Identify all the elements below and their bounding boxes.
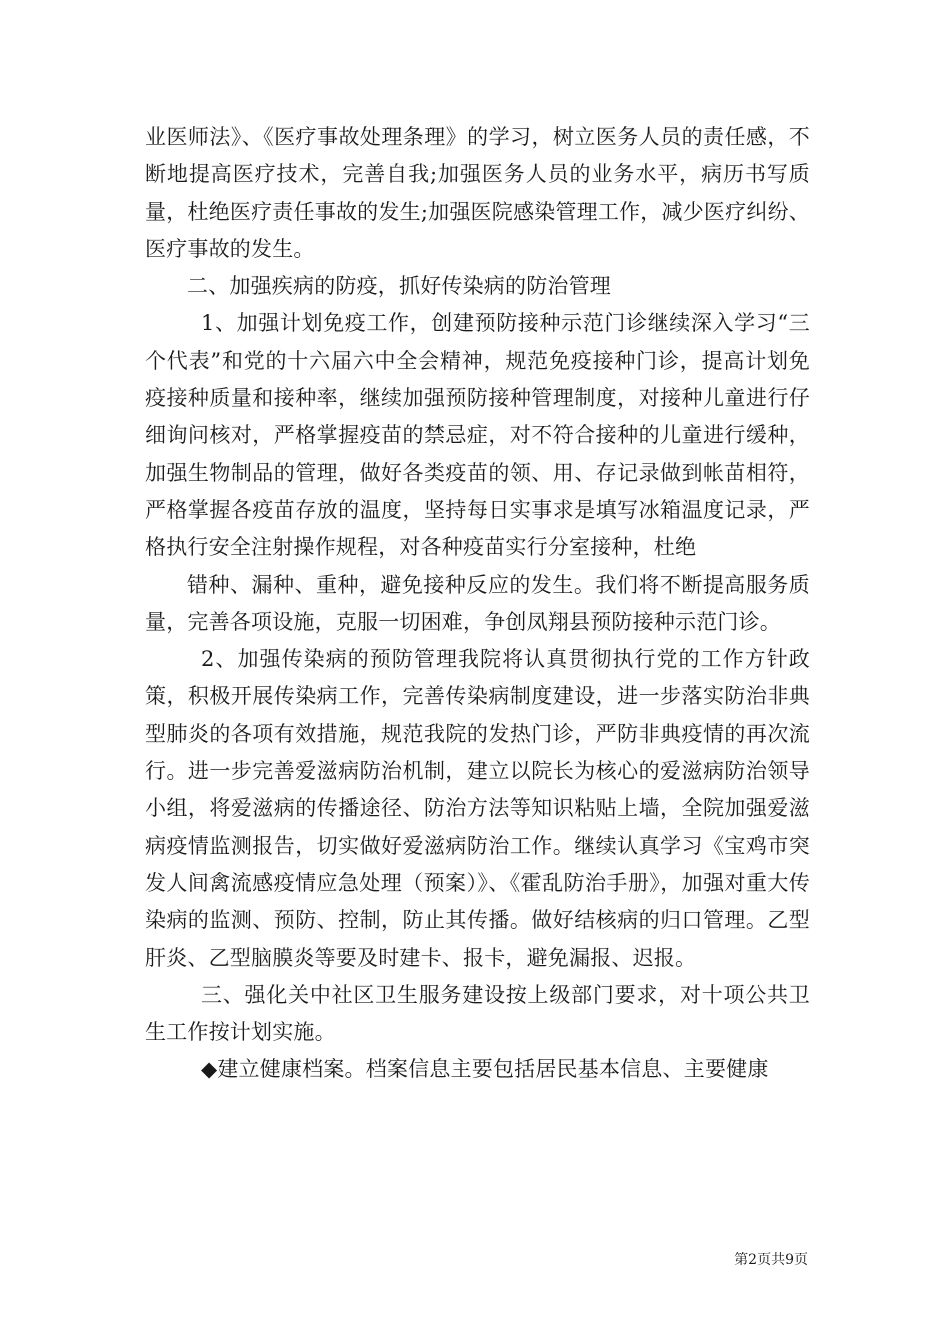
paragraph-immunization-continued: 错种、漏种、重种，避免接种反应的发生。我们将不断提高服务质量，完善各项设施，克服一切困难，争创凤翔县预防接种示范门诊。 xyxy=(145,572,810,634)
paragraph-continuation: 业医师法》、《医疗事故处理条理》的学习，树立医务人员的责任感，不断地提高医疗技术，完善自我;加强医务人员的业务水平，病历书写质量，杜绝医疗责任事故的发生;加强医院感染管理工作，减少医疗纠纷、医疗事故的发生。 xyxy=(145,125,810,261)
section-heading-disease-prevention: 二、加强疾病的防疫，抓好传染病的防治管理 xyxy=(187,274,611,299)
paragraph-health-records: ◆建立健康档案。档案信息主要包括居民基本信息、主要健康 xyxy=(201,1057,769,1082)
document-body xyxy=(145,119,810,1089)
page-number: 第2页共9页 xyxy=(734,1252,808,1268)
paragraph-infectious-disease: 2、加强传染病的预防管理我院将认真贯彻执行党的工作方针政策，积极开展传染病工作，完善传染病制度建设，进一步落实防治非典型肺炎的各项有效措施，规范我院的发热门诊，严防非典疫情的再次流行。进一步完善爱滋病防治机制，建立以院长为核心的爱滋病防治领导小组，将爱滋病的传播途径、防治方法等知识粘贴上墙，全院加强爱滋病疫情监测报告，切实做好爱滋病防治工作。继续认真学习《宝鸡市突发人间禽流感疫情应急处理（预案）》、《霍乱防治手册》，加强对重大传染病的监测、预防、控制，防止其传播。做好结核病的归口管理。乙型肝炎、乙型脑膜炎等要及时建卡、报卡，避免漏报、迟报。 xyxy=(145,647,810,970)
section-heading-community-health: 三、强化关中社区卫生服务建设按上级部门要求，对十项公共卫生工作按计划实施。 xyxy=(145,982,810,1045)
paragraph-immunization: 1、加强计划免疫工作，创建预防接种示范门诊继续深入学习“三个代表”和党的十六届六中全会精神，规范免疫接种门诊，提高计划免疫接种质量和接种率，继续加强预防接种管理制度，对接种儿童进行仔细询问核对，严格掌握疫苗的禁忌症，对不符合接种的儿童进行缓种，加强生物制品的管理，做好各类疫苗的领、用、存记录做到帐苗相符，严格掌握各疫苗存放的温度，坚持每日实事求是填写冰箱温度记录，严格执行安全注射操作规程，对各种疫苗实行分室接种，杜绝 xyxy=(145,311,810,560)
